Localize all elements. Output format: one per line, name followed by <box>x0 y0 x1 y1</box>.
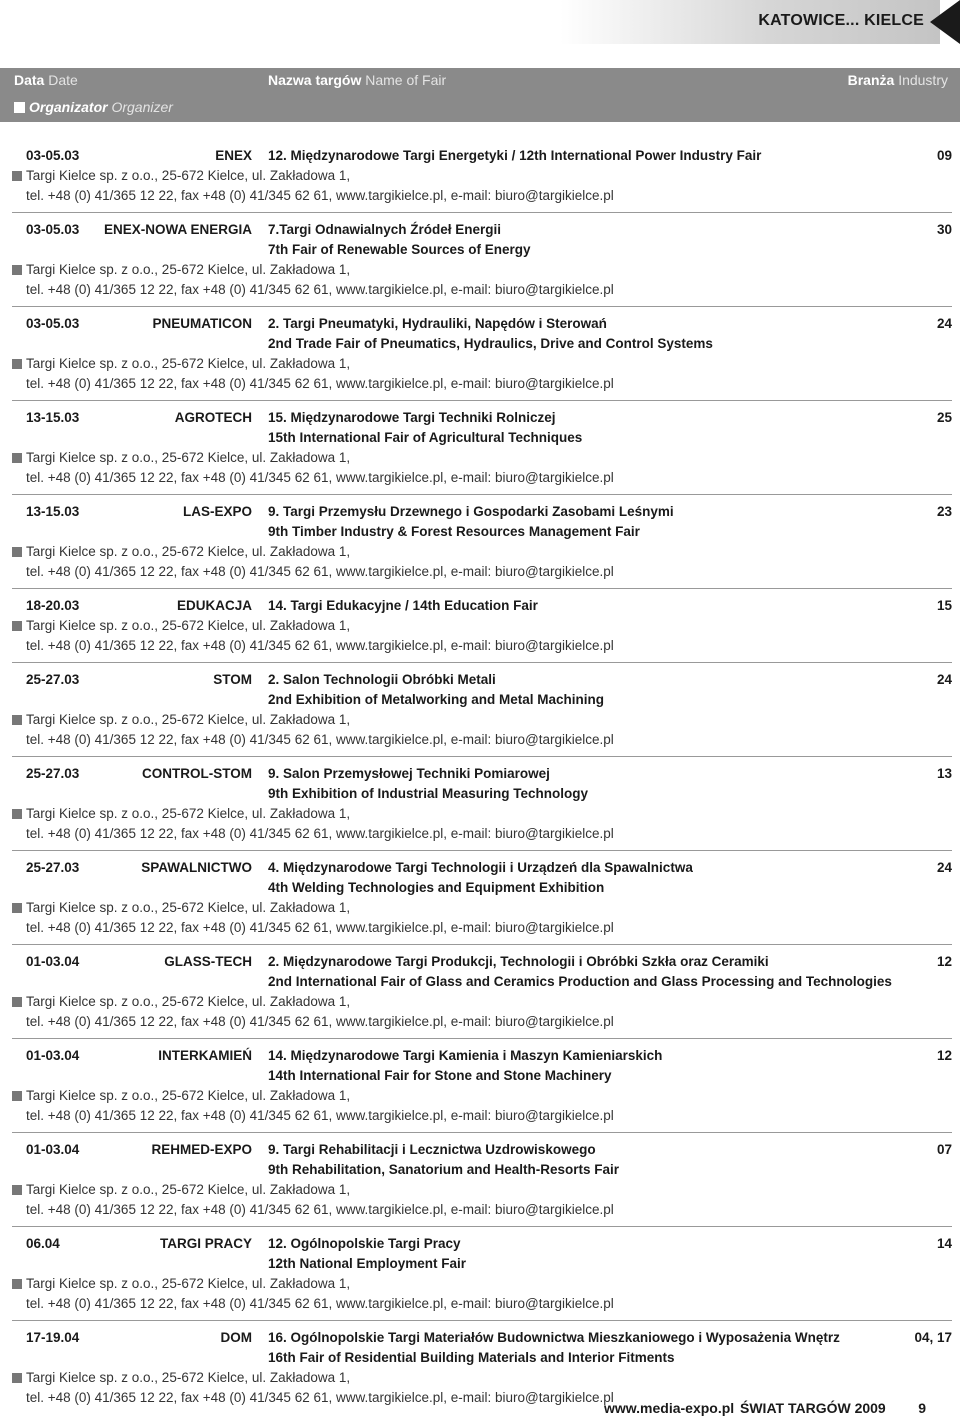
fair-name-en: 14th International Fair for Stone and Stone Machinery <box>268 1068 612 1083</box>
header-name-en: Name of Fair <box>365 72 447 88</box>
fair-entry <box>0 858 960 945</box>
fair-name-pl: 4. Międzynarodowe Targi Technologii i Urządzeń dla Spawalnictwa <box>268 860 693 875</box>
organizer-line <box>0 166 960 186</box>
fair-entry <box>0 314 960 401</box>
entry-divider <box>12 1320 952 1321</box>
fair-name-en: 9th Timber Industry & Forest Resources Management Fair <box>268 524 640 539</box>
organizer-line <box>0 616 960 636</box>
page-footer <box>0 1398 960 1420</box>
fair-name-pl: 7.Targi Odnawialnych Źródeł Energii <box>268 222 502 237</box>
square-bullet-icon <box>12 997 22 1007</box>
organizer-name: Targi Kielce sp. z o.o., 25-672 Kielce, ul. Zakładowa 1, <box>26 618 351 633</box>
organizer-name: Targi Kielce sp. z o.o., 25-672 Kielce, ul. Zakładowa 1, <box>26 1370 351 1385</box>
organizer-contact: tel. +48 (0) 41/365 12 22, fax +48 (0) 41/345 62 61, www.targikielce.pl, e-mail: biuro@targikielce.pl <box>26 1296 614 1311</box>
header-industry <box>848 72 948 88</box>
fair-abbreviation: EDUKACJA <box>176 598 252 613</box>
contact-line <box>0 1012 960 1032</box>
fair-title-row-2 <box>0 1254 960 1274</box>
square-bullet-icon <box>12 547 22 557</box>
contact-line <box>0 374 960 394</box>
organizer-line <box>0 898 960 918</box>
fair-abbreviation: AGROTECH <box>174 410 252 425</box>
organizer-contact: tel. +48 (0) 41/365 12 22, fax +48 (0) 41/345 62 61, www.targikielce.pl, e-mail: biuro@targikielce.pl <box>26 826 614 841</box>
organizer-line <box>0 1086 960 1106</box>
entry-divider <box>12 494 952 495</box>
fair-abbreviation: REHMED-EXPO <box>151 1142 252 1157</box>
organizer-contact: tel. +48 (0) 41/365 12 22, fax +48 (0) 41/345 62 61, www.targikielce.pl, e-mail: biuro@targikielce.pl <box>26 282 614 297</box>
entry-divider <box>12 212 952 213</box>
header-fair-name <box>268 72 446 88</box>
organizer-line <box>0 992 960 1012</box>
organizer-name: Targi Kielce sp. z o.o., 25-672 Kielce, ul. Zakładowa 1, <box>26 168 351 183</box>
fair-title-row <box>0 220 960 240</box>
fair-title-row <box>0 952 960 972</box>
fair-title-row <box>0 1328 960 1348</box>
fair-name-pl: 14. Międzynarodowe Targi Kamienia i Maszyn Kamieniarskich <box>268 1048 663 1063</box>
square-bullet-icon <box>12 171 22 181</box>
entry-divider <box>12 588 952 589</box>
organizer-line <box>0 804 960 824</box>
fair-title-row-2 <box>0 522 960 542</box>
header-industry-pl: Branża <box>847 72 895 88</box>
fair-industry-page: 14 <box>936 1236 952 1251</box>
entry-divider <box>12 944 952 945</box>
fair-name-en: 9th Exhibition of Industrial Measuring Technology <box>268 786 589 801</box>
contact-line <box>0 468 960 488</box>
fair-abbreviation: ENEX-NOWA ENERGIA <box>103 222 252 237</box>
header-date <box>14 72 78 88</box>
fair-name-pl: 9. Salon Przemysłowej Techniki Pomiarowej <box>268 766 550 781</box>
fair-name-pl: 12. Międzynarodowe Targi Energetyki / 12th International Power Industry Fair <box>268 148 762 163</box>
fair-entry <box>0 146 960 213</box>
fair-industry-page: 25 <box>936 410 952 425</box>
fair-industry-page: 12 <box>936 954 952 969</box>
fair-title-row <box>0 1140 960 1160</box>
entry-divider <box>12 1226 952 1227</box>
header-org-pl: Organizator <box>29 99 108 115</box>
organizer-name: Targi Kielce sp. z o.o., 25-672 Kielce, ul. Zakładowa 1, <box>26 900 351 915</box>
contact-line <box>0 730 960 750</box>
organizer-name: Targi Kielce sp. z o.o., 25-672 Kielce, ul. Zakładowa 1, <box>26 262 351 277</box>
fair-title-row-2 <box>0 1066 960 1086</box>
footer-website: www.media-expo.pl <box>604 1400 735 1416</box>
organizer-contact: tel. +48 (0) 41/365 12 22, fax +48 (0) 41/345 62 61, www.targikielce.pl, e-mail: biuro@targikielce.pl <box>26 732 614 747</box>
fair-name-en: 15th International Fair of Agricultural Techniques <box>268 430 583 445</box>
entry-divider <box>12 850 952 851</box>
fair-entry <box>0 670 960 757</box>
fair-title-row-2 <box>0 690 960 710</box>
fair-industry-page: 24 <box>936 316 952 331</box>
fair-name-en: 9th Rehabilitation, Sanatorium and Health-Resorts Fair <box>268 1162 620 1177</box>
fair-title-row-2 <box>0 878 960 898</box>
organizer-name: Targi Kielce sp. z o.o., 25-672 Kielce, ul. Zakładowa 1, <box>26 544 351 559</box>
fair-abbreviation: CONTROL-STOM <box>142 766 252 781</box>
fair-title-row <box>0 314 960 334</box>
fair-date: 13-15.03 <box>26 504 80 519</box>
square-bullet-icon <box>12 1373 22 1383</box>
organizer-line <box>0 1368 960 1388</box>
footer-magazine-title: ŚWIAT TARGÓW 2009 <box>740 1400 886 1416</box>
fair-entry <box>0 764 960 851</box>
fair-title-row <box>0 596 960 616</box>
fair-date: 18-20.03 <box>26 598 80 613</box>
fair-title-row-2 <box>0 428 960 448</box>
organizer-name: Targi Kielce sp. z o.o., 25-672 Kielce, ul. Zakładowa 1, <box>26 1182 351 1197</box>
contact-line <box>0 1294 960 1314</box>
fair-title-row <box>0 408 960 428</box>
header-org-en: Organizer <box>111 99 173 115</box>
fair-entry <box>0 1046 960 1133</box>
fair-date: 01-03.04 <box>26 1142 80 1157</box>
organizer-line <box>0 448 960 468</box>
header-industry-en: Industry <box>898 72 948 88</box>
square-bullet-icon <box>12 1091 22 1101</box>
organizer-contact: tel. +48 (0) 41/365 12 22, fax +48 (0) 41/345 62 61, www.targikielce.pl, e-mail: biuro@targikielce.pl <box>26 1014 614 1029</box>
entry-divider <box>12 1132 952 1133</box>
fair-industry-page: 13 <box>936 766 952 781</box>
entry-divider <box>12 662 952 663</box>
organizer-contact: tel. +48 (0) 41/365 12 22, fax +48 (0) 41/345 62 61, www.targikielce.pl, e-mail: biuro@targikielce.pl <box>26 1202 614 1217</box>
fair-name-en: 4th Welding Technologies and Equipment Exhibition <box>268 880 605 895</box>
fair-name-pl: 12. Ogólnopolskie Targi Pracy <box>268 1236 461 1251</box>
fair-title-row <box>0 1046 960 1066</box>
fair-entry <box>0 1234 960 1321</box>
fair-date: 06.04 <box>26 1236 60 1251</box>
fair-list <box>0 146 960 1408</box>
fair-title-row-2 <box>0 334 960 354</box>
fair-title-row <box>0 146 960 166</box>
fair-title-row <box>0 858 960 878</box>
square-bullet-icon <box>12 715 22 725</box>
entry-divider <box>12 756 952 757</box>
organizer-line <box>0 1180 960 1200</box>
fair-abbreviation: TARGI PRACY <box>159 1236 252 1251</box>
fair-title-row <box>0 670 960 690</box>
fair-abbreviation: LAS-EXPO <box>182 504 252 519</box>
organizer-name: Targi Kielce sp. z o.o., 25-672 Kielce, ul. Zakładowa 1, <box>26 450 351 465</box>
square-bullet-icon <box>12 809 22 819</box>
fair-name-en: 2nd International Fair of Glass and Ceramics Production and Glass Processing and Technologies <box>268 974 892 989</box>
header-organizer <box>14 99 173 115</box>
organizer-name: Targi Kielce sp. z o.o., 25-672 Kielce, ul. Zakładowa 1, <box>26 806 351 821</box>
fair-industry-page: 07 <box>936 1142 952 1157</box>
organizer-contact: tel. +48 (0) 41/365 12 22, fax +48 (0) 41/345 62 61, www.targikielce.pl, e-mail: biuro@targikielce.pl <box>26 1390 614 1405</box>
fair-title-row <box>0 502 960 522</box>
organizer-contact: tel. +48 (0) 41/365 12 22, fax +48 (0) 41/345 62 61, www.targikielce.pl, e-mail: biuro@targikielce.pl <box>26 564 614 579</box>
contact-line <box>0 280 960 300</box>
square-bullet-icon <box>12 1185 22 1195</box>
fair-date: 17-19.04 <box>26 1330 80 1345</box>
fair-name-en: 12th National Employment Fair <box>268 1256 467 1271</box>
organizer-contact: tel. +48 (0) 41/365 12 22, fax +48 (0) 41/345 62 61, www.targikielce.pl, e-mail: biuro@targikielce.pl <box>26 920 614 935</box>
organizer-name: Targi Kielce sp. z o.o., 25-672 Kielce, ul. Zakładowa 1, <box>26 356 351 371</box>
fair-date: 03-05.03 <box>26 222 80 237</box>
organizer-contact: tel. +48 (0) 41/365 12 22, fax +48 (0) 41/345 62 61, www.targikielce.pl, e-mail: biuro@targikielce.pl <box>26 1108 614 1123</box>
fair-name-en: 2nd Trade Fair of Pneumatics, Hydraulics, Drive and Control Systems <box>268 336 713 351</box>
fair-title-row <box>0 764 960 784</box>
square-bullet-icon <box>12 621 22 631</box>
fair-name-pl: 2. Targi Pneumatyki, Hydrauliki, Napędów i Sterowań <box>268 316 607 331</box>
organizer-contact: tel. +48 (0) 41/365 12 22, fax +48 (0) 41/345 62 61, www.targikielce.pl, e-mail: biuro@targikielce.pl <box>26 470 614 485</box>
contact-line <box>0 562 960 582</box>
contact-line <box>0 1106 960 1126</box>
fair-abbreviation: ENEX <box>215 148 252 163</box>
fair-name-en: 2nd Exhibition of Metalworking and Metal Machining <box>268 692 605 707</box>
fair-date: 03-05.03 <box>26 316 80 331</box>
organizer-line <box>0 710 960 730</box>
organizer-name: Targi Kielce sp. z o.o., 25-672 Kielce, ul. Zakładowa 1, <box>26 994 351 1009</box>
fair-industry-page: 30 <box>936 222 952 237</box>
organizer-line <box>0 354 960 374</box>
fair-date: 01-03.04 <box>26 1048 80 1063</box>
fair-abbreviation: GLASS-TECH <box>164 954 252 969</box>
fair-title-row-2 <box>0 1348 960 1368</box>
fair-name-pl: 9. Targi Przemysłu Drzewnego i Gospodarki Zasobami Leśnymi <box>268 504 674 519</box>
fair-date: 25-27.03 <box>26 672 80 687</box>
fair-date: 25-27.03 <box>26 860 80 875</box>
fair-date: 13-15.03 <box>26 410 80 425</box>
square-bullet-icon <box>12 1279 22 1289</box>
region-title: KATOWICE... KIELCE <box>758 12 924 29</box>
fair-abbreviation: INTERKAMIEŃ <box>158 1048 252 1063</box>
entry-divider <box>12 1038 952 1039</box>
fair-entry <box>0 502 960 589</box>
fair-name-en: 7th Fair of Renewable Sources of Energy <box>268 242 531 257</box>
fair-industry-page: 09 <box>936 148 952 163</box>
fair-date: 03-05.03 <box>26 148 80 163</box>
organizer-contact: tel. +48 (0) 41/365 12 22, fax +48 (0) 41/345 62 61, www.targikielce.pl, e-mail: biuro@targikielce.pl <box>26 638 614 653</box>
fair-name-en: 16th Fair of Residential Building Materials and Interior Fitments <box>268 1350 675 1365</box>
fair-abbreviation: PNEUMATICON <box>152 316 252 331</box>
fair-industry-page: 15 <box>936 598 952 613</box>
fair-industry-page: 24 <box>936 860 952 875</box>
contact-line <box>0 1200 960 1220</box>
fair-name-pl: 14. Targi Edukacyjne / 14th Education Fair <box>268 598 538 613</box>
fair-industry-page: 24 <box>936 672 952 687</box>
fair-name-pl: 15. Międzynarodowe Targi Techniki Rolniczej <box>268 410 556 425</box>
fair-entry <box>0 408 960 495</box>
organizer-line <box>0 542 960 562</box>
fair-date: 25-27.03 <box>26 766 80 781</box>
contact-line <box>0 824 960 844</box>
square-bullet-icon <box>12 359 22 369</box>
organizer-contact: tel. +48 (0) 41/365 12 22, fax +48 (0) 41/345 62 61, www.targikielce.pl, e-mail: biuro@targikielce.pl <box>26 188 614 203</box>
fair-name-pl: 2. Salon Technologii Obróbki Metali <box>268 672 496 687</box>
organizer-name: Targi Kielce sp. z o.o., 25-672 Kielce, ul. Zakładowa 1, <box>26 712 351 727</box>
fair-industry-page: 04, 17 <box>914 1330 952 1345</box>
organizer-line <box>0 1274 960 1294</box>
fair-title-row-2 <box>0 972 960 992</box>
fair-name-pl: 9. Targi Rehabilitacji i Lecznictwa Uzdrowiskowego <box>268 1142 596 1157</box>
triangle-marker-icon <box>930 0 960 44</box>
fair-industry-page: 12 <box>936 1048 952 1063</box>
contact-line <box>0 918 960 938</box>
contact-line <box>0 186 960 206</box>
fair-abbreviation: SPAWALNICTWO <box>141 860 252 875</box>
fair-name-pl: 2. Międzynarodowe Targi Produkcji, Technologii i Obróbki Szkła oraz Ceramiki <box>268 954 769 969</box>
fair-industry-page: 23 <box>936 504 952 519</box>
fair-title-row-2 <box>0 1160 960 1180</box>
organizer-contact: tel. +48 (0) 41/365 12 22, fax +48 (0) 41/345 62 61, www.targikielce.pl, e-mail: biuro@targikielce.pl <box>26 376 614 391</box>
header-name-pl: Nazwa targów <box>268 72 362 88</box>
fair-abbreviation: DOM <box>220 1330 252 1345</box>
fair-title-row-2 <box>0 240 960 260</box>
fair-entry <box>0 1328 960 1408</box>
entry-divider <box>12 400 952 401</box>
fair-entry <box>0 596 960 663</box>
organizer-name: Targi Kielce sp. z o.o., 25-672 Kielce, ul. Zakładowa 1, <box>26 1088 351 1103</box>
fair-entry <box>0 220 960 307</box>
fair-entry <box>0 952 960 1039</box>
fair-title-row-2 <box>0 784 960 804</box>
fair-entry <box>0 1140 960 1227</box>
square-bullet-icon <box>12 265 22 275</box>
square-bullet-icon <box>14 102 25 113</box>
entry-divider <box>12 306 952 307</box>
square-bullet-icon <box>12 453 22 463</box>
fair-name-pl: 16. Ogólnopolskie Targi Materiałów Budownictwa Mieszkaniowego i Wyposażenia Wnętrz <box>268 1330 840 1345</box>
contact-line <box>0 636 960 656</box>
organizer-line <box>0 260 960 280</box>
fair-title-row <box>0 1234 960 1254</box>
top-banner <box>0 0 960 44</box>
footer-page-number: 9 <box>918 1400 926 1416</box>
fair-abbreviation: STOM <box>213 672 252 687</box>
column-header-bar <box>0 68 960 122</box>
header-date-en: Date <box>48 72 78 88</box>
organizer-name: Targi Kielce sp. z o.o., 25-672 Kielce, ul. Zakładowa 1, <box>26 1276 351 1291</box>
header-date-pl: Data <box>14 72 45 88</box>
fair-date: 01-03.04 <box>26 954 80 969</box>
square-bullet-icon <box>12 903 22 913</box>
